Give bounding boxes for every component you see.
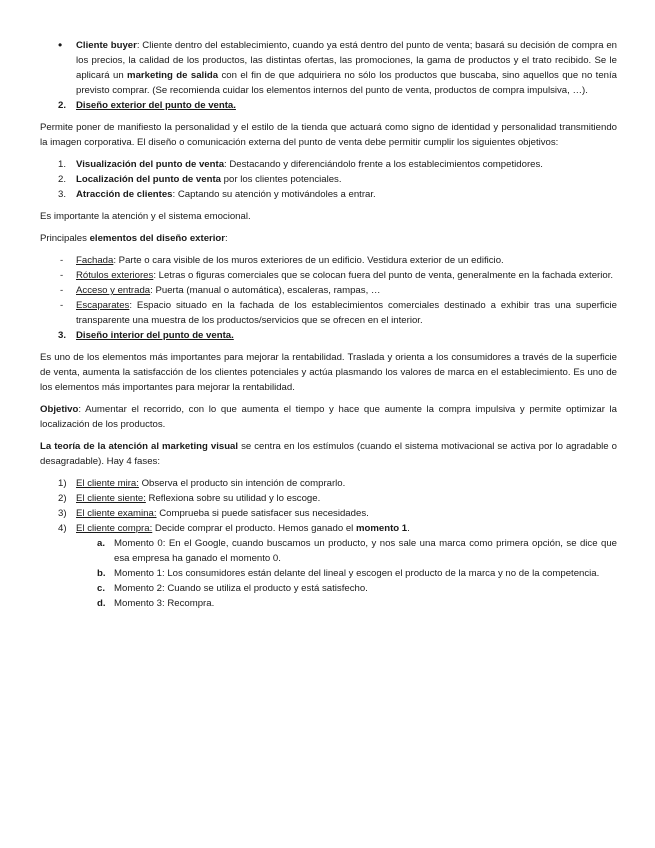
list-term: Visualización del punto de venta xyxy=(76,159,225,170)
list-text: Reflexiona sobre su utilidad y lo escoge. xyxy=(145,493,321,504)
text-part: Principales xyxy=(40,233,90,244)
list-term: El cliente mira: xyxy=(76,478,139,489)
alpha-marker: b. xyxy=(97,568,106,579)
section-title: Diseño interior del punto de venta. xyxy=(76,330,234,341)
list-text: Comprueba si puede satisfacer sus necesidades. xyxy=(156,508,369,519)
elements-list xyxy=(40,253,617,328)
text-part: : Aumentar el recorrido, con lo que aumenta el tiempo y hace que aumente la compra impulsiva y permite optimizar la localización de los productos. xyxy=(40,404,617,430)
list-text: : Letras o figuras comerciales que se colocan fuera del punto de venta, generalmente en la fachada exterior. xyxy=(153,270,614,281)
sublist-item xyxy=(40,536,617,566)
list-term: Acceso y entrada xyxy=(76,285,151,296)
bold-part: momento 1 xyxy=(355,523,408,534)
term-marketing-salida: marketing de salida xyxy=(127,70,219,81)
list-item xyxy=(40,253,617,268)
paragraph-elementos-heading xyxy=(40,231,617,246)
text-part: se centra en los estímulos (cuando el sistema motivacional se activa por lo agradable o desagradable). Hay 4 fases: xyxy=(40,441,617,467)
section-number: 2. xyxy=(58,100,67,111)
alpha-marker: a. xyxy=(97,538,106,549)
text-part: : Cliente dentro del establecimiento, cuando ya está dentro del punto de venta; basará su decisión de compra en los precios, la calidad de los productos, las distintas ofertas, las promociones, la gama de productos y el trato recibido. Se le aplicará un xyxy=(76,40,617,81)
list-term: El cliente compra: xyxy=(76,523,153,534)
alpha-marker: d. xyxy=(97,598,106,609)
list-item xyxy=(40,283,617,298)
bold-part: elementos del diseño exterior xyxy=(89,233,226,244)
list-term: Rótulos exteriores xyxy=(76,270,154,281)
bullet-cliente-buyer xyxy=(40,38,617,98)
objectives-list xyxy=(40,157,617,202)
sublist-text: Momento 3: Recompra. xyxy=(114,598,215,609)
list-number: 1. xyxy=(58,159,67,170)
list-text: : Parte o cara visible de los muros exteriores de un edificio. Vestidura exterior de un edificio. xyxy=(113,255,504,266)
sublist-text: Momento 1: Los consumidores están delante del lineal y escogen el producto de la marca y no de la competencia. xyxy=(114,568,600,579)
paragraph-teoria xyxy=(40,439,617,469)
section-title: Diseño exterior del punto de venta. xyxy=(76,100,236,111)
list-text: : Puerta (manual o automática), escaleras, rampas, … xyxy=(150,285,381,296)
dash-marker: - xyxy=(60,285,64,296)
list-number: 3. xyxy=(58,189,67,200)
text-part: : xyxy=(225,233,228,244)
list-text: : Captando su atención y motivándoles a entrar. xyxy=(172,189,376,200)
list-text: : Espacio situado en la fachada de los establecimientos comerciales destinado a exhibir tras una superficie transparente una muestra de los productos/servicios que se ofrecen en el interior. xyxy=(76,300,617,326)
list-item xyxy=(40,268,617,283)
list-number: 4) xyxy=(58,523,67,534)
dash-marker: - xyxy=(60,270,64,281)
list-number: 2. xyxy=(58,174,67,185)
list-item xyxy=(40,187,617,202)
section-heading-interior xyxy=(40,328,617,343)
sublist-item xyxy=(40,596,617,611)
list-number: 1) xyxy=(58,478,67,489)
section-number: 3. xyxy=(58,330,67,341)
list-text: : Destacando y diferenciándolo frente a los establecimientos competidores. xyxy=(224,159,543,170)
text-part: con el fin de que adquiriera no sólo los productos que buscaba, sino aquellos que no tenía previsto comprar. (Se recomienda cuidar los elementos internos del punto de venta, productos de compra impulsiva, …). xyxy=(76,70,618,96)
dash-marker: - xyxy=(60,300,64,311)
paragraph-intro-exterior: Permite poner de manifiesto la personalidad y el estilo de la tienda que actuará como signo de identidad y personalidad transmitiendo la imagen corporativa. El diseño o comunicación externa del punto de venta debe permitir cumplir los siguientes objetivos: xyxy=(40,122,617,148)
paragraph-atencion: Es importante la atención y el sistema emocional. xyxy=(40,211,251,222)
list-term: Fachada xyxy=(76,255,114,266)
paragraph-interior: Es uno de los elementos más importantes para mejorar la rentabilidad. Traslada y orienta a los consumidores a través de la superficie de venta, aumenta la satisfacción de los clientes potenciales y actúa plasmando los valores de marca en el establecimiento. Es uno de los elementos más importantes para mejorar la rentabilidad. xyxy=(40,352,617,393)
sublist-text: Momento 0: En el Google, cuando buscamos un producto, y nos sale una marca como primera opción, se dice que esa empresa ha ganado el momento 0. xyxy=(114,538,617,564)
list-text: Observa el producto sin intención de comprarlo. xyxy=(138,478,346,489)
sublist-text: Momento 2: Cuando se utiliza el producto y está satisfecho. xyxy=(114,583,368,594)
list-item xyxy=(40,476,617,491)
list-item xyxy=(40,521,617,536)
phases-list xyxy=(40,476,617,611)
list-term: El cliente examina: xyxy=(76,508,157,519)
text-part: . xyxy=(407,523,410,534)
list-term: Atracción de clientes xyxy=(76,189,173,200)
list-item xyxy=(40,298,617,328)
alpha-marker: c. xyxy=(97,583,106,594)
list-item xyxy=(40,506,617,521)
paragraph-objetivo xyxy=(40,402,617,432)
term-cliente-buyer: Cliente buyer xyxy=(76,40,137,51)
list-text: por los clientes potenciales. xyxy=(221,174,342,185)
list-item xyxy=(40,172,617,187)
sublist-item xyxy=(40,581,617,596)
document-page xyxy=(40,38,617,611)
list-number: 3) xyxy=(58,508,67,519)
sublist-item xyxy=(40,566,617,581)
list-term: Localización del punto de venta xyxy=(76,174,221,185)
bold-part: La teoría de la atención al marketing visual xyxy=(40,441,239,452)
list-item xyxy=(40,491,617,506)
section-heading-exterior xyxy=(40,98,617,113)
list-text: Decide comprar el producto. Hemos ganado el xyxy=(152,523,356,534)
dash-marker: - xyxy=(60,255,64,266)
list-term: Escaparates xyxy=(76,300,130,311)
bullet-marker: • xyxy=(58,38,63,52)
list-item xyxy=(40,157,617,172)
bold-part: Objetivo xyxy=(40,404,79,415)
list-term: El cliente siente: xyxy=(76,493,146,504)
moments-sublist xyxy=(40,536,617,611)
list-number: 2) xyxy=(58,493,67,504)
